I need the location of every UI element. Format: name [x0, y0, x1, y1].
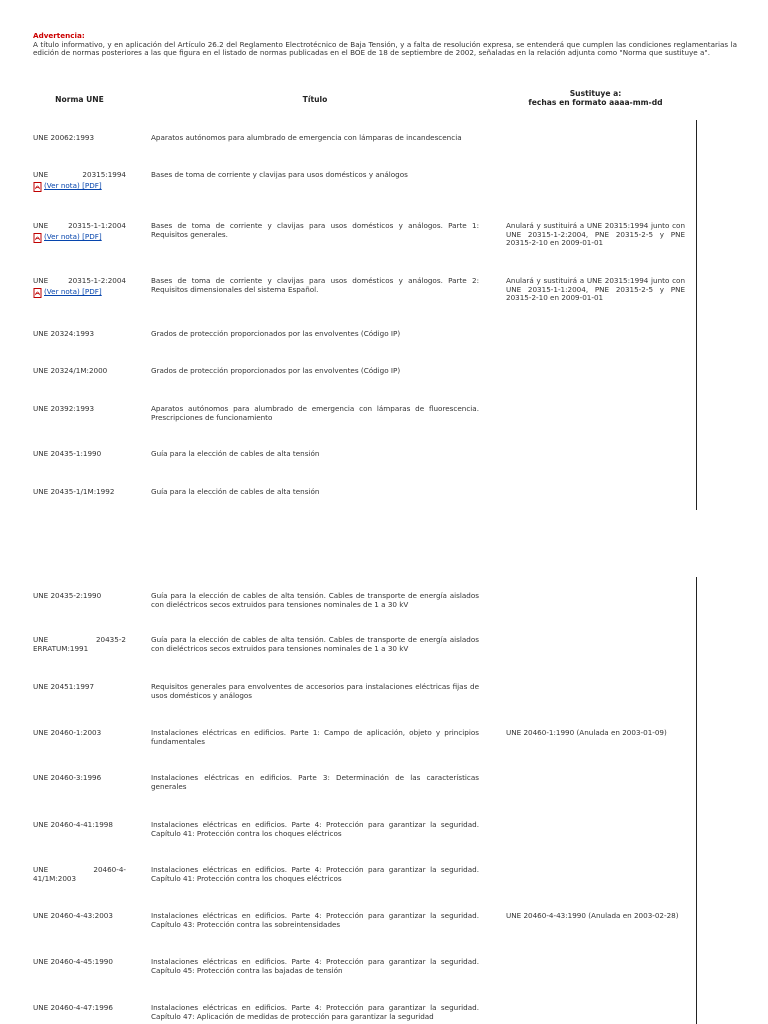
norma-cell: UNE 20324:1993: [33, 329, 95, 338]
norma-cell: [33, 222, 126, 243]
norma-cell: UNE 20435-1:1990: [33, 449, 102, 458]
norma-cell: UNE 20392:1993: [33, 404, 95, 413]
titulo-cell: Guía para la elección de cables de alta tensión. Cables de transporte de energía aislados con dieléctricos secos extruidos para tensiones nominales de 1 a 30 kV: [151, 635, 479, 653]
ver-nota-pdf-link[interactable]: (Ver nota) [PDF]: [44, 287, 102, 297]
titulo-cell: Instalaciones eléctricas en edificios. Parte 4: Protección para garantizar la seguridad. Capítulo 41: Protección contra los choques eléctricos: [151, 820, 479, 838]
titulo-cell: Grados de protección proporcionados por las envolventes (Código IP): [151, 329, 401, 338]
header-titulo: Título: [302, 95, 328, 104]
header-norma: Norma UNE: [55, 95, 104, 104]
titulo-cell: Guía para la elección de cables de alta tensión: [151, 487, 320, 496]
titulo-cell: Bases de toma de corriente y clavijas para usos domésticos y análogos: [151, 170, 408, 179]
norma-cell: [33, 866, 126, 883]
norma-cell: [33, 171, 126, 192]
norma-code: [33, 277, 126, 286]
sustituye-cell: Anulará y sustituirá a UNE 20315:1994 junto con UNE 20315-1-1:2004, PNE 20315-2-5 y PNE 20315-2-10 en 2009-01-01: [506, 276, 685, 303]
titulo-cell: Grados de protección proporcionados por las envolventes (Código IP): [151, 366, 401, 375]
header-sustituye-line1: Sustituye a:: [569, 89, 622, 98]
warning-block: [33, 32, 737, 58]
titulo-cell: Instalaciones eléctricas en edificios. Parte 4: Protección para garantizar la seguridad. Capítulo 43: Protección contra las sobreintensidades: [151, 911, 479, 929]
norma-prefix: UNE: [33, 221, 49, 230]
note-link-wrap: [33, 288, 126, 298]
norma-cell: UNE 20460-4-45:1990: [33, 957, 113, 966]
norma-prefix: UNE: [33, 276, 49, 285]
titulo-cell: Instalaciones eléctricas en edificios. Parte 4: Protección para garantizar la seguridad. Capítulo 45: Protección contra las bajadas de tensión: [151, 957, 479, 975]
norma-number: 20315-1-2:2004: [68, 276, 126, 285]
ver-nota-pdf-link[interactable]: (Ver nota) [PDF]: [44, 181, 102, 191]
warning-title: Advertencia:: [33, 31, 85, 40]
norma-prefix: UNE: [33, 170, 49, 179]
norma-cell: UNE 20460-4-43:2003: [33, 911, 113, 920]
warning-text: A título informativo, y en aplicación del Artículo 26.2 del Reglamento Electrotécnico de Baja Tensión, y a falta de resolución expresa, se entenderá que cumplen las condiciones reglamentarias la edición de normas posteriores a las que figura en el listado de normas publicadas en el BOE de 18 de septiembre de 2002, señaladas en la relación adjunta como "Norma que sustituye a".: [33, 39, 737, 58]
titulo-cell: Aparatos autónomos para alumbrado de emergencia con lámparas de incandescencia: [151, 133, 462, 142]
norma-number: 20315-1-1:2004: [68, 221, 126, 230]
titulo-cell: Guía para la elección de cables de alta tensión. Cables de transporte de energía aislados con dieléctricos secos extruidos para tensiones nominales de 1 a 30 kV: [151, 591, 479, 609]
header-sustituye-line2: fechas en formato aaaa-mm-dd: [528, 98, 663, 107]
norma-cell: UNE 20324/1M:2000: [33, 366, 108, 375]
norma-cell: UNE 20460-3:1996: [33, 773, 102, 782]
titulo-cell: Instalaciones eléctricas en edificios. Parte 4: Protección para garantizar la seguridad. Capítulo 41: Protección contra los choques eléctricos: [151, 865, 479, 883]
titulo-cell: Instalaciones eléctricas en edificios. Parte 4: Protección para garantizar la seguridad. Capítulo 47: Aplicación de medidas de protección para garantizar la seguridad: [151, 1003, 479, 1021]
pdf-icon: [33, 182, 43, 192]
titulo-cell: Guía para la elección de cables de alta tensión: [151, 449, 320, 458]
norma-cell: UNE 20435-2:1990: [33, 591, 102, 600]
norma-suffix: 41/1M:2003: [33, 873, 77, 883]
norma-suffix: ERRATUM:1991: [33, 643, 89, 653]
titulo-cell: Instalaciones eléctricas en edificios. Parte 3: Determinación de las características generales: [151, 773, 479, 791]
pdf-icon: [33, 288, 43, 298]
sustituye-cell: UNE 20460-1:1990 (Anulada en 2003-01-09): [506, 728, 667, 737]
table-right-border: [696, 120, 697, 510]
titulo-cell: Requisitos generales para envolventes de accesorios para instalaciones eléctricas fijas de usos domésticos y análogos: [151, 682, 479, 700]
header-sustituye: [506, 89, 685, 107]
pdf-icon: [33, 233, 43, 243]
note-link-wrap: [33, 233, 126, 243]
ver-nota-pdf-link[interactable]: (Ver nota) [PDF]: [44, 232, 102, 242]
norma-cell: UNE 20451:1997: [33, 682, 95, 691]
titulo-cell: Instalaciones eléctricas en edificios. Parte 1: Campo de aplicación, objeto y principios fundamentales: [151, 728, 479, 746]
norma-code: [33, 222, 126, 231]
norma-cell: UNE 20460-1:2003: [33, 728, 102, 737]
table-right-border: [696, 577, 697, 1024]
norma-cell: [33, 277, 126, 298]
sustituye-cell: Anulará y sustituirá a UNE 20315:1994 junto con UNE 20315-1-2:2004, PNE 20315-2-5 y PNE 20315-2-10 en 2009-01-01: [506, 221, 685, 248]
titulo-cell: Aparatos autónomos para alumbrado de emergencia con lámparas de fluorescencia. Prescripciones de funcionamiento: [151, 404, 479, 422]
titulo-cell: Bases de toma de corriente y clavijas para usos domésticos y análogos. Parte 1: Requisitos generales.: [151, 221, 479, 239]
norma-cell: [33, 636, 126, 653]
norma-prefix: UNE: [33, 635, 49, 644]
norma-code: [33, 171, 126, 180]
norma-number: 20435-2: [95, 635, 126, 644]
norma-number: 20460-4-: [93, 865, 126, 874]
sustituye-cell: UNE 20460-4-43:1990 (Anulada en 2003-02-28): [506, 911, 679, 920]
norma-cell: UNE 20460-4-41:1998: [33, 820, 113, 829]
norma-cell: UNE 20062:1993: [33, 133, 95, 142]
norma-cell: UNE 20435-1/1M:1992: [33, 487, 115, 496]
titulo-cell: Bases de toma de corriente y clavijas para usos domésticos y análogos. Parte 2: Requisitos dimensionales del sistema Español.: [151, 276, 479, 294]
norma-prefix: UNE: [33, 865, 49, 874]
note-link-wrap: [33, 182, 126, 192]
norma-cell: UNE 20460-4-47:1996: [33, 1003, 113, 1012]
norma-number: 20315:1994: [82, 170, 126, 179]
